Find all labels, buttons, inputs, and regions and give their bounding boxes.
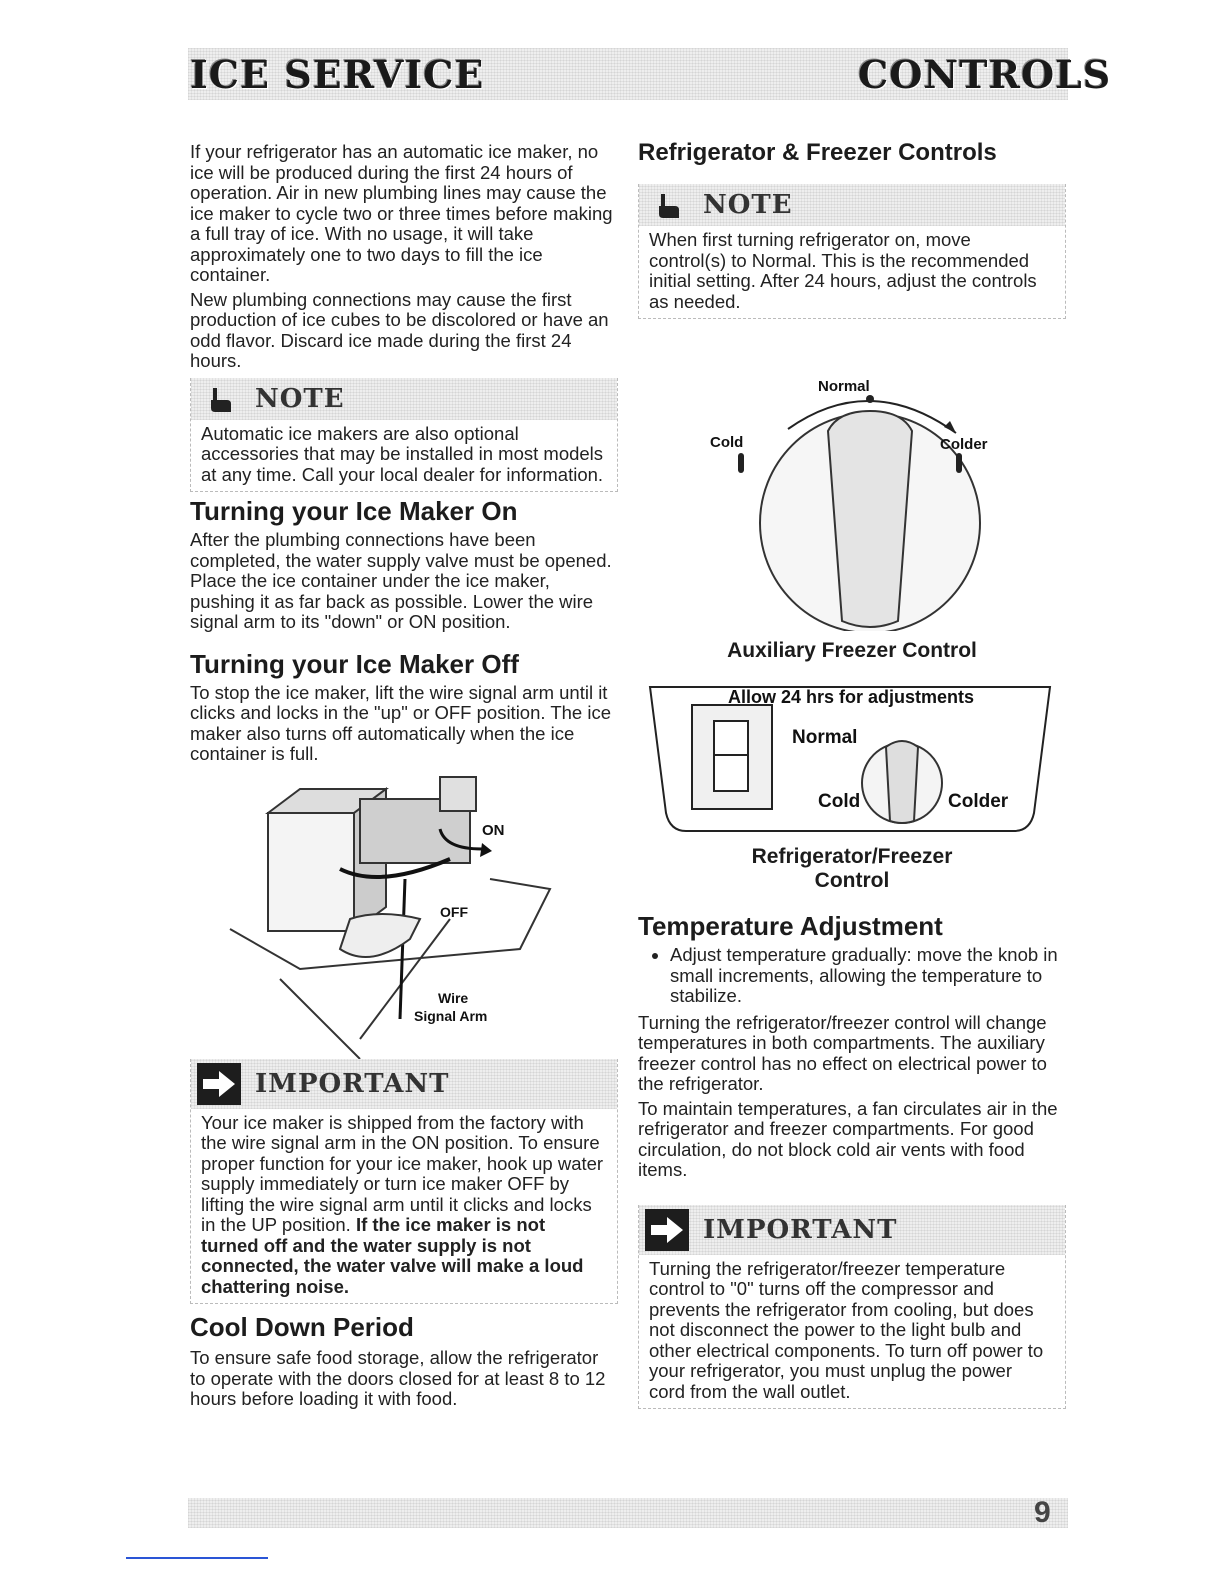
ice-maker-off-text: To stop the ice maker, lift the wire signal arm until it clicks and locks in the "up" or OFF position. The ice maker also turns off automatically when the ice container is full. [190,681,612,764]
intro-paragraph-1: If your refrigerator has an automatic ice maker, no ice will be produced during the first 24 hours of operation. Air in new plumbing lines may cause the ice maker to cycle two or three times before making a full tray of ice. With no usage, it will take approximately one to two days to fill the ice container. [190,141,613,285]
aux-colder-label: Colder [940,436,988,453]
heading-controls: Refrigerator & Freezer Controls [638,139,997,166]
note-text: Automatic ice makers are also optional accessories that may be installed in most models at any time. Call your local dealer for information. [201,422,604,485]
wire-label: Wire [438,989,469,1006]
heading-temperature-adjustment: Temperature Adjustment [638,911,943,941]
controls-important-title: IMPORTANT [703,1214,898,1245]
section-title-controls: CONTROLS [858,52,1112,97]
important-title: IMPORTANT [255,1068,450,1099]
aux-cold-label: Cold [710,434,744,451]
left-column [190,142,618,1414]
controls-important-text: Turning the refrigerator/freezer temperature control to "0" turns off the compressor and prevents the refrigerator from cooling, but does not disconnect the power to the light bulb and other electrical components. To turn off power to your refrigerator, you must unplug the power cord from the wall outlet. [649,1257,1044,1402]
temp-paragraph-1: Turning the refrigerator/freezer control will change temperatures in both compartments. The auxiliary freezer control has no effect on electrical power to the refrigerator. [638,1011,1047,1094]
temp-bullet-list [638,945,1066,1007]
aux-normal-label: Normal [818,378,870,395]
right-column [638,138,1066,1409]
rf-normal-label: Normal [792,727,858,748]
off-label: OFF [440,903,468,920]
arrow-icon [197,1063,241,1105]
controls-note-title: NOTE [703,190,793,220]
controls-important-callout [638,1205,1066,1410]
temp-paragraph-2: To maintain temperatures, a fan circulates air in the refrigerator and freezer compartments. For good circulation, do not block cold air vents with food items. [638,1097,1058,1180]
intro-paragraph-2: New plumbing connections may cause the first production of ice cubes to be discolored or have an odd flavor. Discard ice made during the first 24 hours. [190,288,609,371]
arrow-icon [645,1209,689,1251]
on-label: ON [482,821,505,839]
pointing-hand-icon [655,192,681,220]
important-text: Your ice maker is shipped from the factory with the wire signal arm in the ON position. To ensure proper function for your ice maker, hook up water supply immediately or turn ice maker OFF by lifting the wire signal arm until it clicks and locks in the UP position. [201,1111,604,1235]
important-callout [190,1059,618,1305]
footer-band [188,1498,1068,1528]
rf-allow-label: Allow 24 hrs for adjustments [728,687,975,707]
ice-maker-on-text: After the plumbing connections have been completed, the water supply valve must be opened. Place the ice container under the ice maker, pushing it as far back as possible. Lower the wire signal arm to its "down" or ON position. [190,529,612,632]
rf-cold-label: Cold [818,791,861,812]
page-number: 9 [1034,1496,1051,1529]
cool-down-text: To ensure safe food storage, allow the refrigerator to operate with the doors closed for at least 8 to 12 hours before loading it with food. [190,1347,606,1409]
rf-colder-label: Colder [948,791,1009,812]
aux-caption: Auxiliary Freezer Control [727,639,977,662]
controls-note-callout [638,184,1066,319]
note-callout [190,378,618,493]
signal-arm-label: Signal Arm [414,1007,488,1024]
section-title-ice-service: ICE SERVICE [190,52,485,97]
ice-maker-illustration [190,769,618,1059]
temp-bullet-item: • Adjust temperature gradually: move the knob in small increments, allowing the temperature to stabilize. [670,945,1066,1007]
heading-ice-maker-on: Turning your Ice Maker On [190,496,518,526]
refrigerator-freezer-control [638,683,1066,839]
auxiliary-freezer-knob [638,341,1066,631]
rf-caption-line2: Control [814,869,890,892]
note-title: NOTE [255,383,345,414]
footer-rule [126,1557,268,1559]
controls-note-text: When first turning refrigerator on, move control(s) to Normal. This is the recommended initial setting. After 24 hours, adjust the controls as needed. [649,229,1037,312]
important-bold-text: If the ice maker is not turned off and the water supply is not connected, the water valve will make a loud chattering noise. [201,1214,584,1297]
heading-ice-maker-off: Turning your Ice Maker Off [190,648,519,679]
rf-caption-line1: Refrigerator/Freezer [751,845,953,868]
pointing-hand-icon [207,386,233,414]
heading-cool-down: Cool Down Period [190,1312,414,1342]
